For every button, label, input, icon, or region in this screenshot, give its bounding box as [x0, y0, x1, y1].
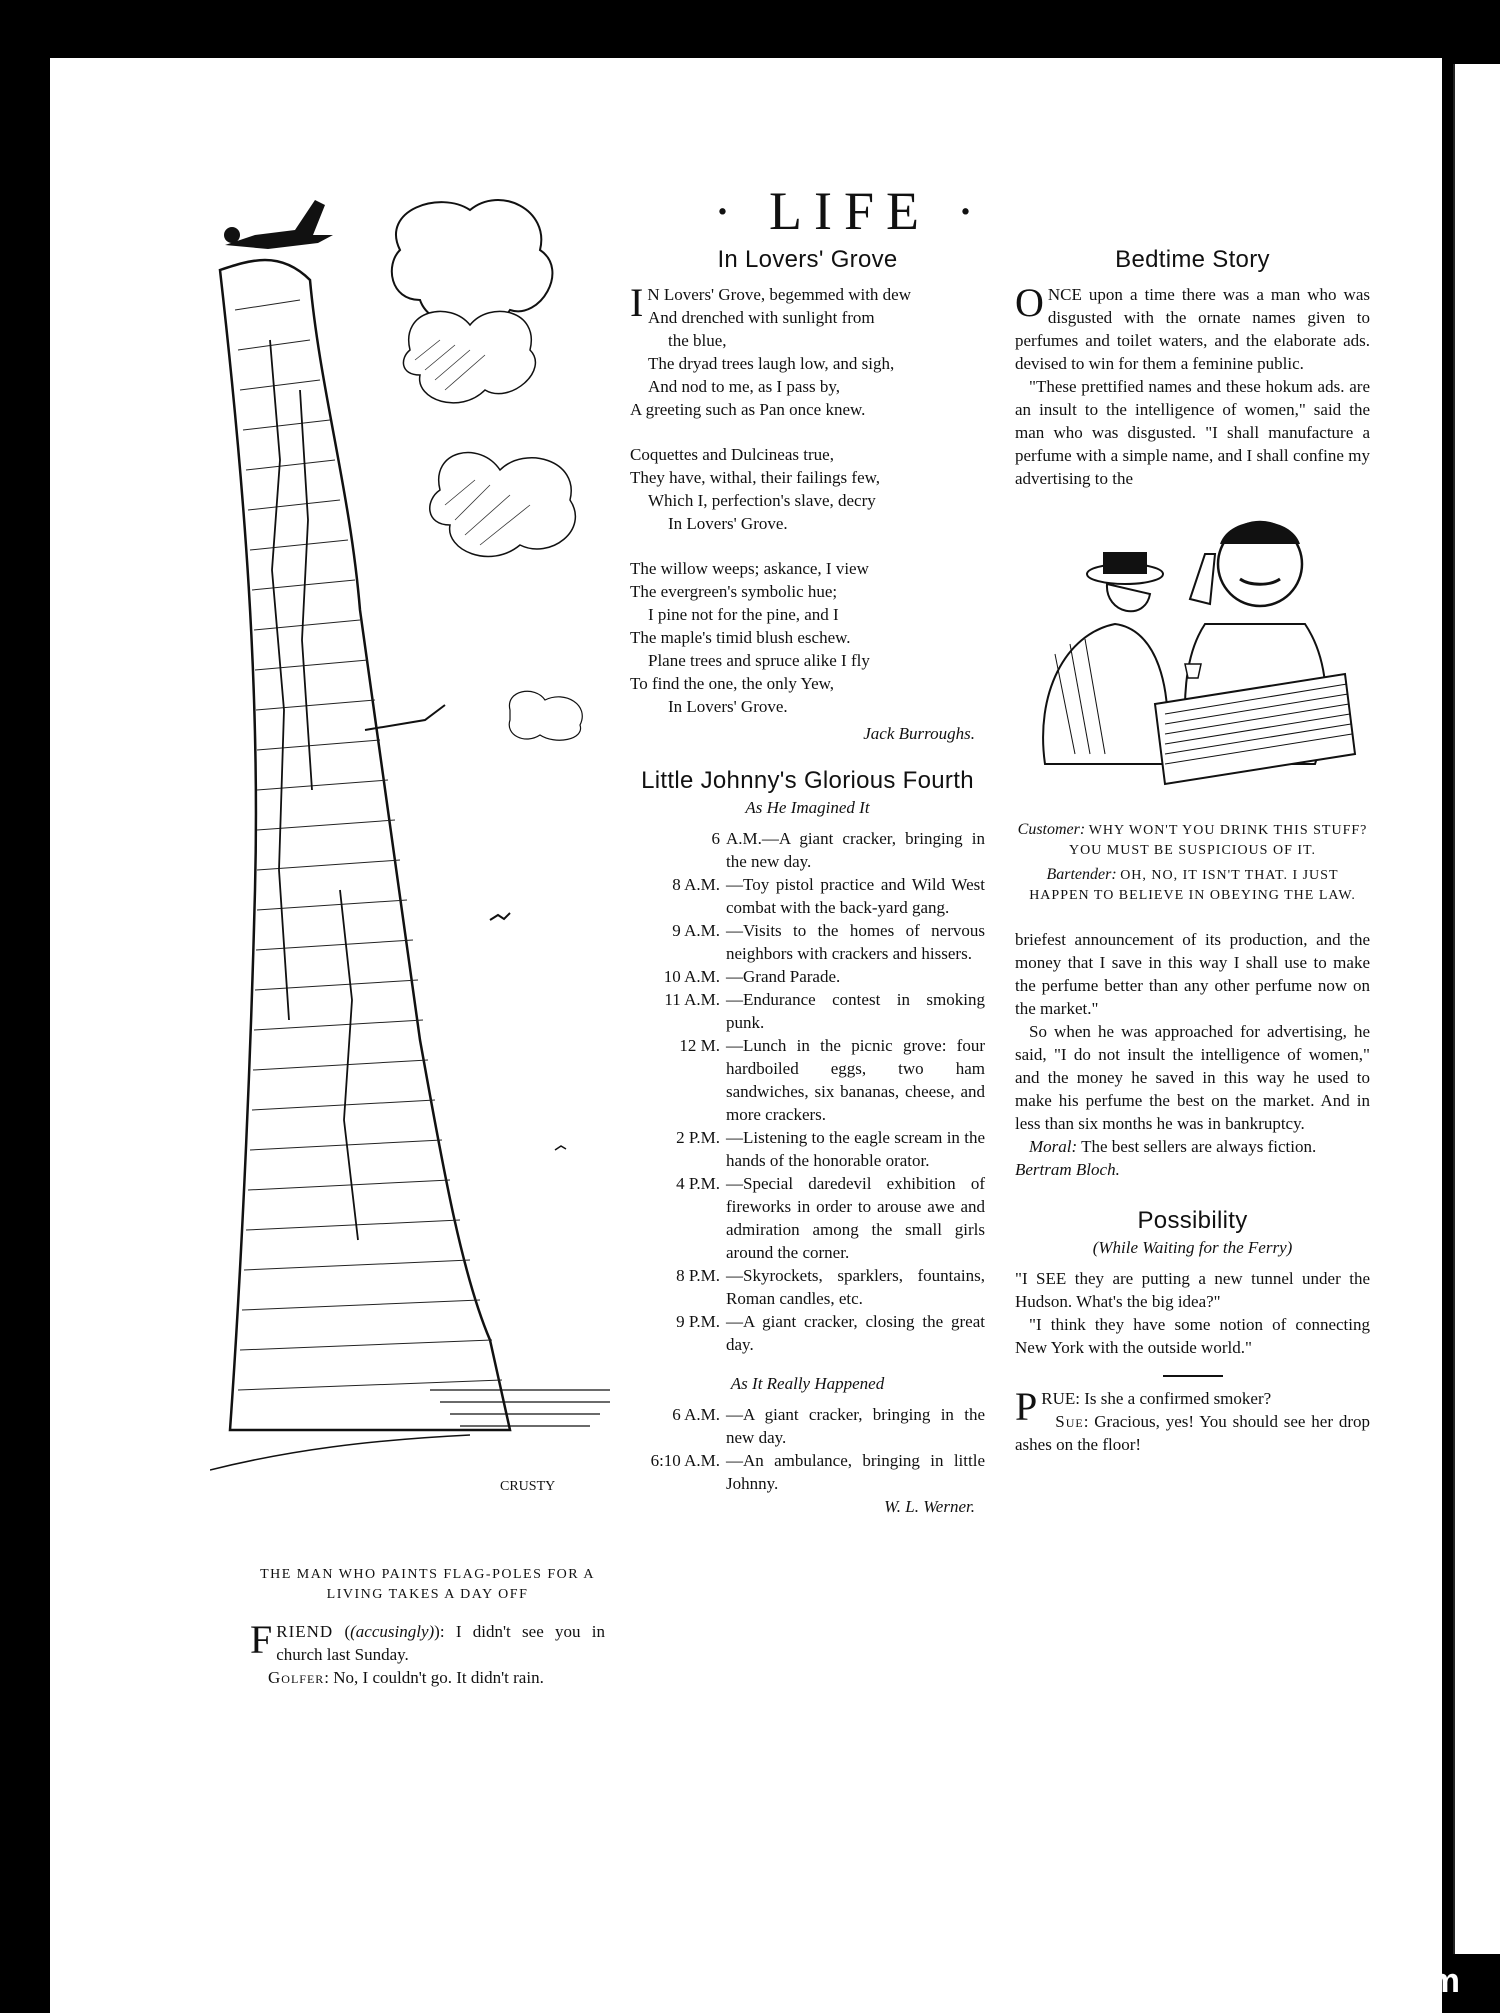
- poem-line: the blue,: [668, 331, 727, 350]
- poem-line: A greeting such as Pan once knew.: [630, 400, 866, 419]
- sue-line: : Gracious, yes! You should see her drop ashes on the floor!: [1015, 1412, 1370, 1454]
- schedule-row: [630, 919, 985, 965]
- golfer-line: : No, I couldn't go. It didn't rain.: [324, 1668, 544, 1687]
- schedule-row: [630, 1034, 985, 1126]
- johnny-title: Little Johnny's Glorious Fourth: [641, 767, 974, 794]
- bedtime-para-1: NCE upon a time there was a man who was disgusted with the ornate names given to perfumes and toilet waters, and the elaborate ads. devised to win for them a feminine public.: [1015, 285, 1370, 373]
- prue-joke: [1015, 1384, 1370, 1456]
- schedule-text: —Lunch in the picnic grove: four hardboiled eggs, two ham sandwiches, six bananas, cheese, and more crackers.: [726, 1036, 985, 1124]
- schedule-row: [630, 873, 985, 919]
- schedule-text: —Grand Parade.: [726, 967, 841, 986]
- schedule-time: 6: [711, 829, 720, 848]
- masthead: · LIFE ·: [713, 181, 987, 241]
- prue-line: RUE: Is she a confirmed smoker?: [1041, 1389, 1272, 1408]
- poem-line: The maple's timid blush eschew.: [630, 628, 851, 647]
- schedule-time: 12 M.: [679, 1036, 720, 1055]
- watermark: comicbooks.com: [1182, 1962, 1460, 2000]
- johnny-subhead-really: As It Really Happened: [730, 1374, 885, 1393]
- johnny-subhead-imagined: As He Imagined It: [745, 798, 870, 817]
- possibility-text: [1015, 1267, 1370, 1359]
- poem-line: Which I, perfection's slave, decry: [648, 491, 876, 510]
- cartoon-caption: [1015, 820, 1370, 906]
- poem-line: The evergreen's symbolic hue;: [630, 582, 838, 601]
- poem-title: In Lovers' Grove: [717, 246, 898, 273]
- schedule-text: —Skyrockets, sparklers, fountains, Roman candles, etc.: [726, 1266, 985, 1308]
- poem-line: They have, withal, their failings few,: [630, 468, 881, 487]
- poem-line: Coquettes and Dulcineas true,: [630, 445, 834, 464]
- possibility-title: Possibility: [1137, 1207, 1248, 1234]
- divider: [1163, 1375, 1223, 1377]
- poem-line: Plane trees and spruce alike I fly: [648, 651, 870, 670]
- schedule-time: 2 P.M.: [676, 1128, 720, 1147]
- schedule-time: 11 A.M.: [664, 990, 720, 1009]
- schedule-text: —Listening to the eagle scream in the hands of the honorable orator.: [726, 1128, 985, 1170]
- middle-column: [630, 248, 985, 1518]
- customer-label: Customer:: [1017, 821, 1086, 838]
- poem-line: N Lovers' Grove, begemmed with dew: [647, 285, 911, 304]
- drop-cap: P: [1015, 1384, 1038, 1429]
- schedule-text: —Special daredevil exhibition of fireworks in order to arouse awe and admiration among the small girls around the corner.: [726, 1174, 985, 1262]
- schedule-time: 10 A.M.: [663, 967, 720, 986]
- poem-line: And nod to me, as I pass by,: [648, 377, 841, 396]
- schedule-text: —Toy pistol practice and Wild West combat with the back-yard gang.: [726, 875, 985, 917]
- schedule-text: —An ambulance, bringing in little Johnny.: [726, 1451, 985, 1493]
- johnny-author: W. L. Werner.: [884, 1497, 975, 1516]
- schedule-time: 9 A.M.: [672, 921, 720, 940]
- poem-line: The willow weeps; askance, I view: [630, 559, 869, 578]
- caption-line-2: LIVING TAKES A DAY OFF: [326, 1587, 529, 1602]
- stanza-3: [630, 557, 985, 718]
- schedule-row: [630, 965, 985, 988]
- bedtime-title: Bedtime Story: [1115, 246, 1270, 273]
- facing-page-edge: [1453, 64, 1500, 1954]
- schedule-text: —Endurance contest in smoking punk.: [726, 990, 985, 1032]
- illustration-caption: [250, 1565, 605, 1605]
- imagined-schedule: [630, 827, 985, 1356]
- poem-line: In Lovers' Grove.: [668, 514, 788, 533]
- customer-line: WHY WON'T YOU DRINK THIS STUFF? YOU MUST BE SUSPICIOUS OF IT.: [1068, 823, 1368, 858]
- schedule-time: 6 A.M.: [672, 1405, 720, 1424]
- friend-line: : I didn't see you in church last Sunday.: [276, 1622, 605, 1664]
- stanza-1: [630, 280, 985, 421]
- schedule-text: —Visits to the homes of nervous neighbors with crackers and hissers.: [726, 921, 985, 963]
- schedule-row: [630, 1310, 985, 1356]
- poem-line: And drenched with sunlight from: [648, 308, 875, 327]
- stage-direction: (accusingly): [350, 1622, 435, 1641]
- bedtime-author: Bertram Bloch.: [1015, 1160, 1120, 1179]
- schedule-time: 8 P.M.: [676, 1266, 720, 1285]
- poem-line: The dryad trees laugh low, and sigh,: [648, 354, 895, 373]
- schedule-text: —A giant cracker, bringing in the new day.: [726, 1405, 985, 1447]
- bedtime-para-4: So when he was approached for advertising, he said, "I do not insult the intelligence of women," and the money he saved in this way he used to make his perfume the best on the market. And in less than six months he was in bankruptcy.: [1015, 1022, 1370, 1133]
- schedule-time: 9 P.M.: [676, 1312, 720, 1331]
- moral-text: The best sellers are always fiction.: [1081, 1137, 1317, 1156]
- schedule-time: 8 A.M.: [672, 875, 720, 894]
- caption-line-1: THE MAN WHO PAINTS FLAG-POLES FOR A: [260, 1567, 595, 1582]
- svg-text:CRUSTY: CRUSTY: [500, 1479, 556, 1494]
- really-schedule: [630, 1403, 985, 1495]
- drop-cap: O: [1015, 280, 1044, 325]
- speaker-friend: RIEND: [276, 1622, 334, 1641]
- possibility-para-1: "I SEE they are putting a new tunnel under the Hudson. What's the big idea?": [1015, 1269, 1370, 1311]
- schedule-row: [630, 1172, 985, 1264]
- bartender-label: Bartender:: [1046, 866, 1117, 883]
- friend-joke: FRIEND ((accusingly)): I didn't see you in church last Sunday. Golfer: No, I couldn't go. It didn't rain.: [250, 1617, 605, 1687]
- schedule-row: [630, 1403, 985, 1449]
- schedule-time: 4 P.M.: [676, 1174, 720, 1193]
- possibility-para-2: "I think they have some notion of connecting New York with the outside world.": [1015, 1315, 1370, 1357]
- schedule-row: [630, 1126, 985, 1172]
- schedule-row: [630, 988, 985, 1034]
- schedule-row: [630, 827, 985, 873]
- bedtime-story-cont: [1015, 928, 1370, 1181]
- right-column: [1015, 248, 1370, 1456]
- poem: [630, 280, 985, 745]
- drop-cap: F: [250, 1617, 273, 1662]
- poem-author: Jack Burroughs.: [863, 724, 975, 743]
- poem-line: I pine not for the pine, and I: [648, 605, 839, 624]
- bedtime-story: [1015, 280, 1370, 490]
- bartender-line: OH, NO, IT ISN'T THAT. I JUST HAPPEN TO BELIEVE IN OBEYING THE LAW.: [1029, 868, 1356, 903]
- poem-line: To find the one, the only Yew,: [630, 674, 835, 693]
- schedule-row: [630, 1449, 985, 1495]
- possibility-subhead: (While Waiting for the Ferry): [1092, 1238, 1293, 1257]
- speaker-sue: Sue: [1055, 1412, 1084, 1431]
- schedule-time: 6:10 A.M.: [650, 1451, 720, 1470]
- bedtime-para-3: briefest announcement of its production, and the money that I save in this way I shall use to make the perfume better than any other perfume now on the market.": [1015, 930, 1370, 1018]
- drop-cap: I: [630, 280, 644, 325]
- bedtime-para-2: "These prettified names and these hokum ads. are an insult to the intelligence of women," said the man who was disgusted. "I shall manufacture a perfume with a simple name, and I shall confine my advertising to the: [1015, 377, 1370, 488]
- schedule-text: A.M.—A giant cracker, bringing in the new day.: [726, 829, 985, 871]
- cliff-illustration: [210, 190, 610, 1550]
- schedule-text: —A giant cracker, closing the great day.: [726, 1312, 985, 1354]
- stanza-2: [630, 443, 985, 535]
- moral-label: Moral:: [1029, 1137, 1078, 1156]
- speaker-golfer: Golfer: [268, 1668, 325, 1687]
- bar-cartoon: [1015, 504, 1370, 814]
- schedule-row: [630, 1264, 985, 1310]
- poem-line: In Lovers' Grove.: [668, 697, 788, 716]
